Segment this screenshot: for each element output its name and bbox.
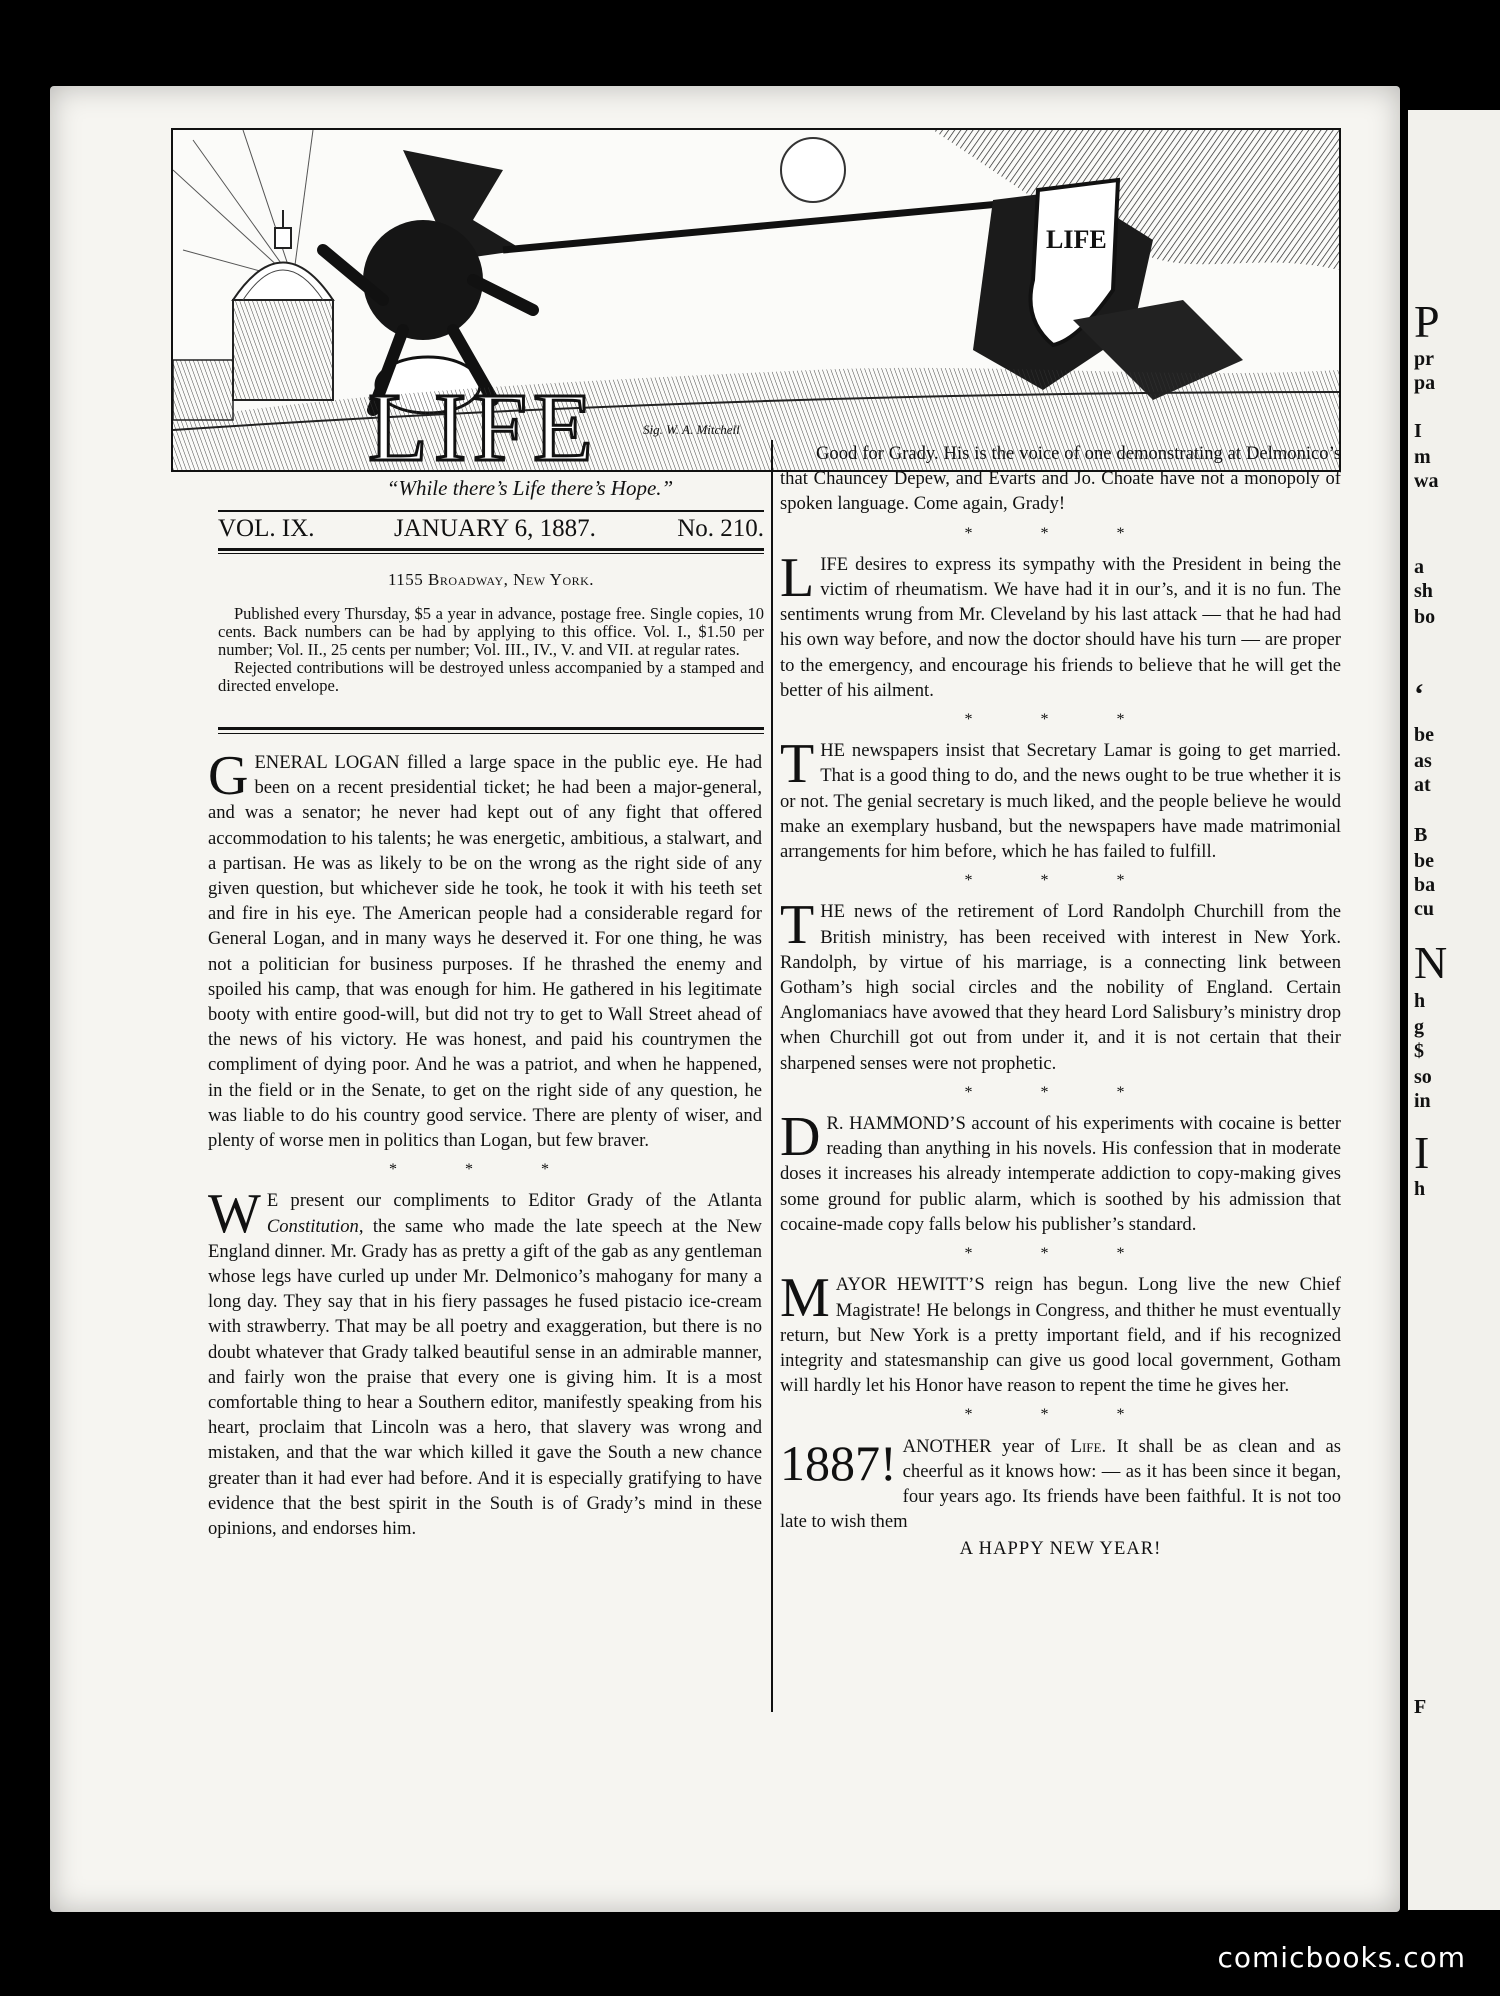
masthead-title: LIFE bbox=[368, 374, 599, 470]
article-logan bbox=[208, 745, 763, 1153]
adjacent-page-edge bbox=[1408, 110, 1500, 1910]
adjacent-fragment: $ bbox=[1414, 1040, 1424, 1062]
section-separator: * * * bbox=[964, 1245, 1157, 1263]
adjacent-fragment: pa bbox=[1414, 372, 1436, 394]
rule-below-notice bbox=[218, 727, 764, 730]
adjacent-fragment: cu bbox=[1414, 898, 1434, 920]
issue-date: JANUARY 6, 1887. bbox=[394, 515, 596, 542]
article-lead: E bbox=[266, 1190, 279, 1212]
adjacent-fragment: be bbox=[1414, 850, 1434, 872]
section-separator: * * * bbox=[389, 1161, 581, 1179]
adjacent-fragment: I bbox=[1414, 420, 1422, 442]
article-body: news of the retirement of Lord Randolph Churchill from the British ministry, has been received with interest in New York. Randolph, by virtue of his marriage, is a connecting link between Gotham’s high social circles and the nobility of England. Certain Anglomaniacs have avowed that they heard Lord Salisbury’s ministry drop when Churchill got out from under it, and it is not certain that their sharpened senses were not prophetic. bbox=[780, 901, 1341, 1074]
adjacent-fragment: be bbox=[1414, 724, 1434, 746]
adjacent-fragment: pr bbox=[1414, 348, 1434, 370]
column-divider bbox=[771, 440, 773, 1712]
article-new-year bbox=[780, 1434, 1341, 1535]
article-body: filled a large space in the public eye. He had been on a recent presidential ticket; he had been a major-general, and was a senator; he never had kept out of any fight that offered accommodation to his talents; he was energetic, ambitious, a stalwart, and a partisan. He was as likely to be on the wrong as the right side of any given question, but whichever side he took, he took it with his teeth set and fire in his eye. The American people had a considerable regard for General Logan, and in many ways he deserved it. For one thing, he was not a politician for business purposes. If he thrashed the enemy and spoiled his camp, that was enough for him. He gathered in his legitimate booty with entire good-will, but did not try to get to Wall Street ahead of the news of his victory. He was honest, and paid his countrymen the compliment of dying poor. And he was a patriot, and when he happened, in the field or in the Senate, to get on the right side of any question, he was liable to do his country good service. There are plenty of wiser, and plenty of worse men in politics than Logan, but few braver. bbox=[208, 752, 763, 1152]
article-churchill bbox=[780, 894, 1341, 1075]
adjacent-fragment: F bbox=[1414, 1696, 1427, 1718]
drop-cap: G bbox=[208, 745, 249, 807]
article-lead: HE bbox=[820, 740, 846, 762]
rule-below-issue bbox=[218, 548, 764, 551]
source-watermark: comicbooks.com bbox=[1217, 1941, 1466, 1974]
magazine-name: Life bbox=[1070, 1435, 1102, 1457]
right-column bbox=[780, 441, 1341, 1562]
adjacent-fragment: wa bbox=[1414, 470, 1439, 492]
article-body: account of his experiments with cocaine is better reading than anything in his novels. His confession that in moderate doses it increases his already intemperate addiction to copy-making gives some ground for public alarm, which is soothed by his admission that cocaine-made copy falls below his publisher’s standard. bbox=[780, 1113, 1342, 1235]
section-separator: * * * bbox=[964, 872, 1157, 890]
masthead-motto: “While there’s Life there’s Hope.” bbox=[386, 476, 674, 500]
adjacent-fragment: ‘ bbox=[1414, 678, 1424, 711]
article-lead: AYOR HEWITT’S bbox=[835, 1274, 985, 1296]
adjacent-fragment: m bbox=[1414, 446, 1431, 468]
drop-cap: L bbox=[780, 546, 815, 609]
publisher-notice bbox=[218, 605, 764, 695]
rule-below-issue-thin bbox=[218, 553, 764, 554]
adjacent-fragment: bo bbox=[1414, 606, 1436, 628]
adjacent-fragment: P bbox=[1414, 296, 1440, 347]
publisher-address bbox=[218, 570, 764, 590]
article-hammond bbox=[780, 1106, 1342, 1237]
rule-below-notice-thin bbox=[218, 733, 764, 734]
drop-cap: M bbox=[780, 1267, 830, 1330]
adjacent-fragment: N bbox=[1414, 937, 1448, 988]
masthead-engraving bbox=[173, 130, 1339, 470]
contributions-notice: Rejected contributions will be destroyed unless accompanied by a stamped and directed envelope. bbox=[218, 658, 764, 695]
drop-cap: D bbox=[780, 1106, 821, 1169]
artist-signature: Sig. W. A. Mitchell bbox=[643, 422, 740, 437]
article-rheumatism bbox=[780, 546, 1341, 703]
article-lamar bbox=[780, 733, 1341, 864]
article-body: present our compliments to Editor Grady of the Atlanta bbox=[278, 1190, 762, 1212]
article-grady bbox=[208, 1183, 762, 1541]
volume-number: VOL. IX. bbox=[218, 515, 315, 542]
left-column bbox=[208, 745, 763, 1541]
subscription-notice: Published every Thursday, $5 a year in advance, postage free. Single copies, 10 cents. Back numbers can be had by applying to this office. Vol. I., $1.50 per number; Vol. II., 25 cents per number; Vol. III., IV., V. and VII. at regular rates. bbox=[218, 604, 764, 659]
article-body: year of bbox=[991, 1435, 1071, 1457]
new-year-greeting: A HAPPY NEW YEAR! bbox=[959, 1538, 1162, 1560]
issue-number: No. 210. bbox=[677, 515, 764, 542]
issue-line bbox=[218, 515, 764, 549]
drop-cap: T bbox=[780, 733, 815, 796]
article-lead: IFE bbox=[820, 553, 849, 575]
adjacent-fragment: sh bbox=[1414, 580, 1433, 602]
moon bbox=[781, 138, 845, 202]
adjacent-fragment: g bbox=[1414, 1016, 1424, 1038]
article-body: reign has begun. Long live the new Chief Magistrate! He belongs in Congress, and thither he must eventually return, but New York is a pretty important field, and if his recognized integrity and statesmanship can give us good local government, Gotham will hardly let his Honor have reason to repent the time he gives her. bbox=[780, 1274, 1341, 1397]
article-body: desires to express its sympathy with the President in being the victim of rheumatism. We have had it in our’s, and it is no fun. The sentiments wrung from Mr. Cleveland by his last attack — that he had had his own way before, and now the doctor should have his turn — are proper to the emergency, and encourage his friends to believe that he will get the better of his ailment. bbox=[780, 553, 1341, 701]
newspaper-name: Constitution bbox=[266, 1215, 359, 1237]
drop-year: 1887! bbox=[780, 1434, 897, 1491]
adjacent-fragment: so bbox=[1414, 1066, 1432, 1088]
article-lead: R. HAMMOND’S bbox=[826, 1113, 966, 1135]
masthead-illustration bbox=[171, 128, 1341, 472]
article-lead: HE bbox=[820, 901, 846, 923]
adjacent-fragment: B bbox=[1414, 824, 1428, 846]
article-grady-continued: Good for Grady. His is the voice of one demonstrating at Delmonico’s that Chauncey Depew, and Evarts and Jo. Choate have not a monopoly of spoken language. Come again, Grady! bbox=[780, 443, 1341, 515]
adjacent-fragment: a bbox=[1414, 556, 1424, 578]
section-separator: * * * bbox=[964, 1083, 1157, 1101]
article-hewitt bbox=[780, 1267, 1341, 1398]
adjacent-fragment: ba bbox=[1414, 874, 1436, 896]
article-body: . It shall be as clean and as cheerful as it knows how: — as it has been since it began, four years ago. Its friends have been faithful. It is not too late to wish them bbox=[780, 1435, 1341, 1533]
drop-cap: T bbox=[780, 894, 815, 957]
shield-text: LIFE bbox=[1046, 225, 1107, 254]
adjacent-fragment: at bbox=[1414, 774, 1431, 796]
adjacent-fragment: I bbox=[1414, 1127, 1430, 1178]
section-separator: * * * bbox=[964, 524, 1157, 542]
adjacent-fragment: as bbox=[1414, 750, 1432, 772]
article-body: , the same who made the late speech at the New England dinner. Mr. Grady has as pretty a gift of the gab as any gentleman whose legs have curled up under Mr. Delmonico’s mahogany for many a long day. They say that in his fiery passages he fused pistacio ice-cream with strawberry. That may be all poetry and exaggeration, but there is no doubt whatever that Grady talked beautiful sense in an admirable manner, and fairly won the praise that every one is giving him. It is a most comfortable thing to hear a Southern editor, manifestly speaking from his heart, proclaim that Lincoln was a hero, that slavery was wrong and mistaken, and that the war which killed it gave the South a new chance greater than it had ever had before. And it is especially gratifying to have evidence that the best spirit in the South is of Grady’s mind in these opinions, and endorses him. bbox=[208, 1215, 762, 1540]
adjacent-fragment: in bbox=[1414, 1090, 1431, 1112]
drop-cap: W bbox=[208, 1183, 261, 1246]
article-body: newspapers insist that Secretary Lamar is going to get married. That is a good thing to do, and the news ought to be true whether it is or not. The genial secretary is much liked, and the people believe he would make an exemplary husband, but the newspapers have made matrimonial arrangements for him before, which he has failed to fulfill. bbox=[780, 740, 1341, 863]
article-lead: ENERAL LOGAN bbox=[254, 752, 400, 773]
rule-above-issue bbox=[218, 510, 764, 512]
section-separator: * * * bbox=[964, 1406, 1157, 1424]
adjacent-fragment: h bbox=[1414, 1178, 1426, 1200]
adjacent-fragment: h bbox=[1414, 990, 1426, 1012]
address-text: 1155 Broadway, New York. bbox=[387, 570, 595, 589]
section-separator: * * * bbox=[964, 711, 1157, 729]
article-lead: ANOTHER bbox=[902, 1435, 992, 1457]
